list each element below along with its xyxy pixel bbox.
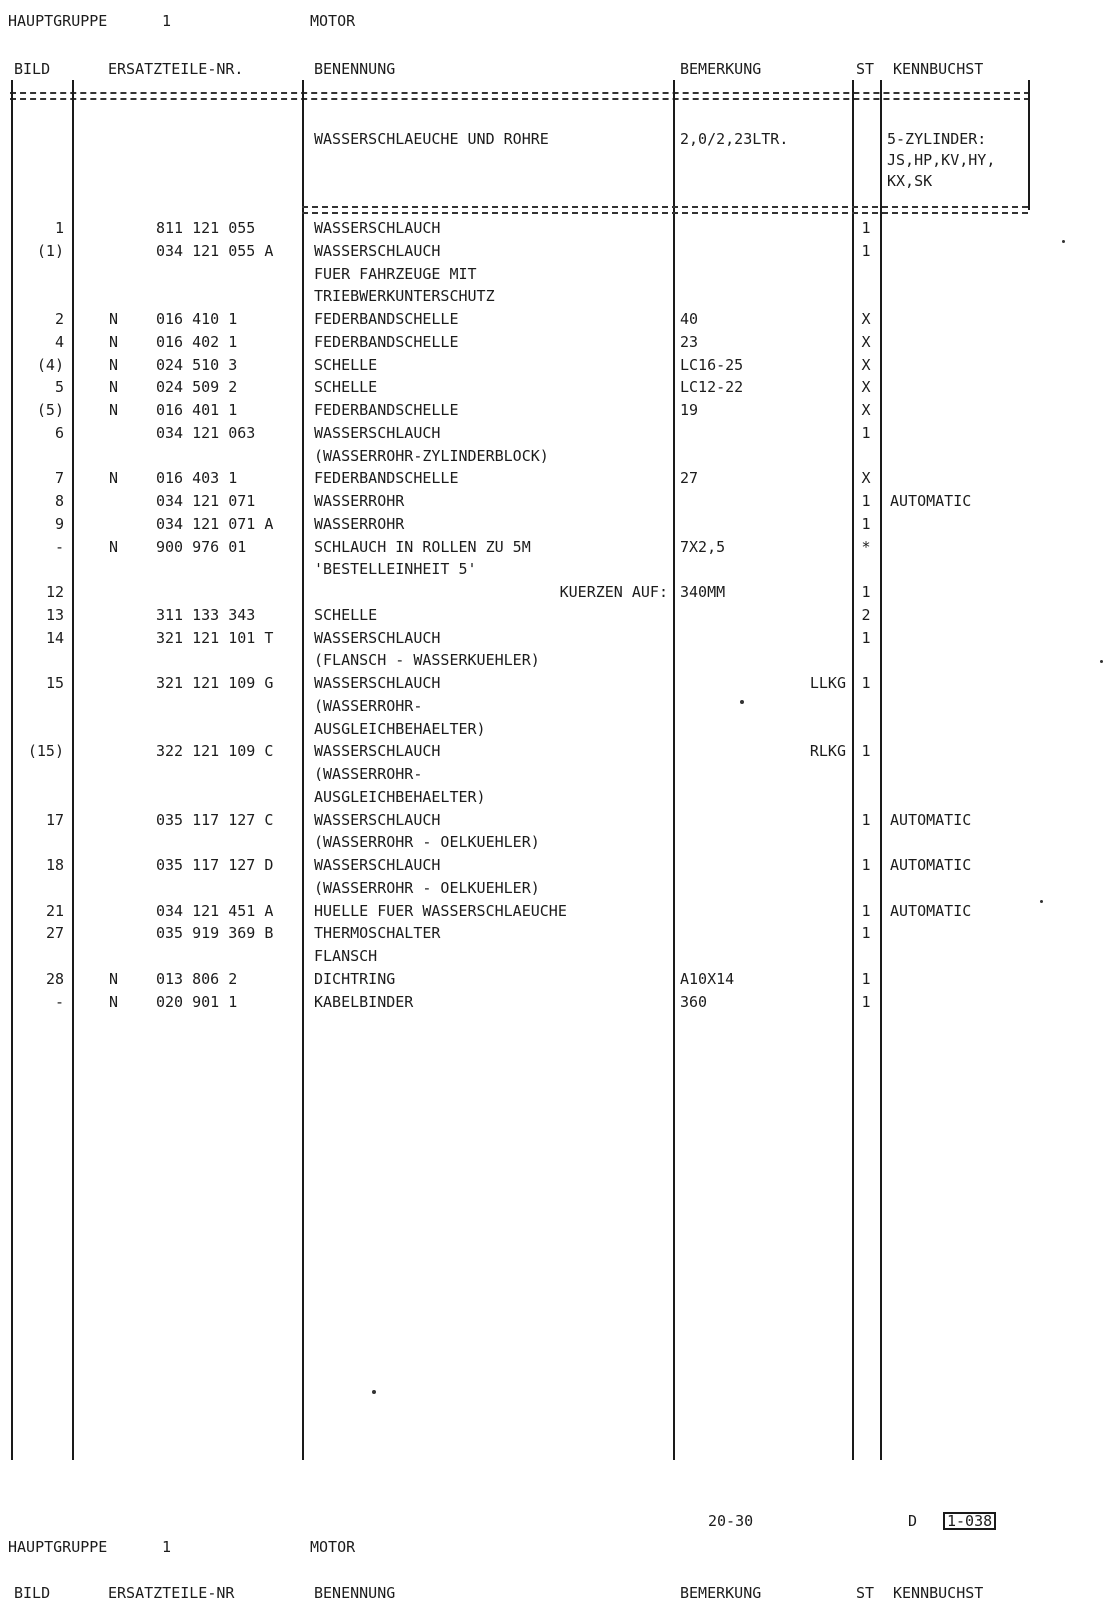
col-header-qty: ST (856, 60, 875, 78)
row-part-no: 035 117 127 D (156, 856, 274, 874)
scan-speck (1062, 240, 1065, 243)
group-label: HAUPTGRUPPE (8, 12, 108, 30)
row-part-no: 013 806 2 (156, 969, 238, 988)
row-qty: 1 (861, 241, 871, 260)
next-col-header-qty: ST (856, 1584, 875, 1602)
row-prefix: N (109, 401, 119, 419)
row-name: (WASSERROHR - OELKUEHLER) (314, 833, 540, 852)
row-name: FEDERBANDSCHELLE (314, 332, 459, 351)
page-code: 1-038 (943, 1512, 996, 1530)
row-bild: 4 (54, 332, 64, 351)
section-code-line-3: KX,SK (887, 172, 933, 190)
row-bild: 13 (45, 605, 64, 624)
row-prefix: N (109, 537, 119, 556)
row-name: AUSGLEICHBEHAELTER) (314, 787, 486, 806)
row-name: THERMOSCHALTER (314, 924, 441, 943)
row-name: WASSERROHR (314, 514, 405, 533)
row-qty: 1 (861, 514, 871, 533)
row-part-no: 034 121 055 A (156, 241, 274, 260)
row-name: WASSERSCHLAUCH (314, 674, 441, 692)
row-remark: 40 (680, 310, 699, 328)
row-qty: X (861, 378, 871, 397)
row-qty: 1 (861, 901, 871, 920)
row-bild: 8 (54, 492, 64, 510)
row-name: SCHELLE (314, 378, 378, 397)
row-prefix: N (109, 992, 119, 1011)
row-name: (WASSERROHR- (314, 765, 423, 783)
column-rule-left (11, 80, 13, 1460)
section-remark: 2,0/2,23LTR. (680, 130, 789, 148)
row-bild: (5) (36, 401, 64, 419)
row-part-no: 811 121 055 (156, 219, 256, 237)
row-bild: (4) (36, 355, 64, 374)
row-part-no: 900 976 01 (156, 537, 247, 556)
row-remark: LC12-22 (680, 378, 744, 397)
row-qty: 1 (861, 856, 871, 874)
row-name: FEDERBANDSCHELLE (314, 310, 459, 328)
header-separator-2 (10, 98, 1030, 101)
group-name: MOTOR (310, 12, 356, 30)
row-name: WASSERSCHLAUCH (314, 241, 441, 260)
row-bild: - (54, 537, 64, 556)
row-name-note: KUERZEN AUF: (559, 583, 668, 601)
row-qty: 2 (861, 605, 871, 624)
row-bild: 27 (45, 924, 64, 943)
col-header-remark: BEMERKUNG (680, 60, 762, 78)
row-qty: 1 (861, 674, 871, 692)
row-name: (FLANSCH - WASSERKUEHLER) (314, 651, 540, 670)
next-col-header-bild: BILD (14, 1584, 51, 1602)
scan-speck (1040, 900, 1043, 903)
scan-speck (372, 1390, 376, 1394)
section-separator (302, 206, 1028, 209)
row-bild: 12 (45, 583, 64, 601)
row-part-no: 020 901 1 (156, 992, 238, 1011)
section-separator-2 (302, 212, 1028, 215)
col-header-bild: BILD (14, 60, 51, 78)
row-part-no: 024 510 3 (156, 355, 238, 374)
row-bild: 28 (45, 969, 64, 988)
row-part-no: 016 403 1 (156, 469, 238, 488)
col-header-name: BENENNUNG (314, 60, 396, 78)
row-remark-note: LLKG (809, 674, 846, 692)
page-letter: D (908, 1512, 918, 1530)
next-col-header-part-no: ERSATZTEILE-NR (108, 1584, 235, 1602)
row-prefix: N (109, 378, 119, 397)
row-remark-note: RLKG (809, 742, 846, 761)
row-prefix: N (109, 355, 119, 374)
row-qty: 1 (861, 423, 871, 442)
row-part-no: 321 121 101 T (156, 628, 274, 647)
row-name: (WASSERROHR- (314, 696, 423, 715)
scan-speck (1100, 660, 1103, 663)
group-number: 1 (162, 12, 172, 30)
header-separator (10, 92, 1030, 95)
row-bild: 6 (54, 423, 64, 442)
row-part-no: 311 133 343 (156, 605, 256, 624)
column-rule-right (1028, 80, 1030, 210)
row-bild: 2 (54, 310, 64, 328)
row-qty: 1 (861, 583, 871, 601)
column-rule-name (673, 80, 675, 1460)
row-name: DICHTRING (314, 969, 396, 988)
row-qty: 1 (861, 810, 871, 829)
row-part-no: 321 121 109 G (156, 674, 274, 692)
row-part-no: 016 402 1 (156, 332, 238, 351)
row-bild: 15 (45, 674, 64, 692)
row-remark: 340MM (680, 583, 726, 601)
row-remark: LC16-25 (680, 355, 744, 374)
row-part-no: 034 121 071 A (156, 514, 274, 533)
row-qty: 1 (861, 969, 871, 988)
row-name: KABELBINDER (314, 992, 414, 1011)
row-prefix: N (109, 469, 119, 488)
row-qty: 1 (861, 742, 871, 761)
row-name: FEDERBANDSCHELLE (314, 401, 459, 419)
section-code-line-1: 5-ZYLINDER: (887, 130, 987, 148)
row-prefix: N (109, 969, 119, 988)
row-name: WASSERSCHLAUCH (314, 423, 441, 442)
col-header-part-no: ERSATZTEILE-NR. (108, 60, 244, 78)
column-rule-qty (880, 80, 882, 1460)
row-part-no: 035 919 369 B (156, 924, 274, 943)
row-prefix: N (109, 332, 119, 351)
row-part-no: 024 509 2 (156, 378, 238, 397)
row-bild: (15) (27, 742, 64, 761)
next-col-header-name: BENENNUNG (314, 1584, 396, 1602)
row-qty: 1 (861, 628, 871, 647)
column-rule-remark (852, 80, 854, 1460)
row-name: WASSERROHR (314, 492, 405, 510)
row-remark: 27 (680, 469, 699, 488)
row-qty: X (861, 355, 871, 374)
section-code-line-2: JS,HP,KV,HY, (887, 151, 996, 169)
row-name: 'BESTELLEINHEIT 5' (314, 560, 477, 579)
row-name: (WASSERROHR - OELKUEHLER) (314, 878, 540, 897)
row-name: HUELLE FUER WASSERSCHLAEUCHE (314, 901, 567, 920)
col-header-code: KENNBUCHST (893, 60, 984, 78)
row-remark: 360 (680, 992, 708, 1011)
row-name: WASSERSCHLAUCH (314, 219, 441, 237)
row-qty: * (861, 537, 871, 556)
row-qty: X (861, 469, 871, 488)
row-prefix: N (109, 310, 119, 328)
row-name: WASSERSCHLAUCH (314, 810, 441, 829)
row-qty: X (861, 401, 871, 419)
row-name: FUER FAHRZEUGE MIT (314, 264, 477, 283)
row-name: WASSERSCHLAUCH (314, 628, 441, 647)
row-bild: (1) (36, 241, 64, 260)
row-bild: 9 (54, 514, 64, 533)
row-bild: 7 (54, 469, 64, 488)
column-rule-bild (72, 80, 74, 1460)
next-col-header-code: KENNBUCHST (893, 1584, 984, 1602)
row-part-no: 322 121 109 C (156, 742, 274, 761)
row-qty: X (861, 332, 871, 351)
row-code: AUTOMATIC (890, 810, 972, 829)
next-group-number: 1 (162, 1538, 172, 1556)
row-part-no: 034 121 063 (156, 423, 256, 442)
column-rule-part-no (302, 80, 304, 1460)
row-part-no: 016 401 1 (156, 401, 238, 419)
row-name: (WASSERROHR-ZYLINDERBLOCK) (314, 446, 549, 465)
row-remark: A10X14 (680, 969, 735, 988)
row-bild: 14 (45, 628, 64, 647)
row-name: AUSGLEICHBEHAELTER) (314, 719, 486, 738)
row-part-no: 034 121 451 A (156, 901, 274, 920)
row-bild: - (54, 992, 64, 1011)
row-name: FEDERBANDSCHELLE (314, 469, 459, 488)
row-name: SCHLAUCH IN ROLLEN ZU 5M (314, 537, 531, 556)
row-name: WASSERSCHLAUCH (314, 856, 441, 874)
row-qty: X (861, 310, 871, 328)
next-group-label: HAUPTGRUPPE (8, 1538, 108, 1556)
row-bild: 1 (54, 219, 64, 237)
row-name: SCHELLE (314, 605, 378, 624)
row-code: AUTOMATIC (890, 492, 972, 510)
row-part-no: 034 121 071 (156, 492, 256, 510)
row-part-no: 016 410 1 (156, 310, 238, 328)
row-code: AUTOMATIC (890, 856, 972, 874)
row-bild: 5 (54, 378, 64, 397)
page-range: 20-30 (708, 1512, 754, 1530)
row-part-no: 035 117 127 C (156, 810, 274, 829)
row-name: WASSERSCHLAUCH (314, 742, 441, 761)
row-bild: 18 (45, 856, 64, 874)
row-remark: 7X2,5 (680, 537, 726, 556)
row-qty: 1 (861, 219, 871, 237)
row-name: FLANSCH (314, 947, 378, 965)
next-col-header-remark: BEMERKUNG (680, 1584, 762, 1602)
row-name: SCHELLE (314, 355, 378, 374)
row-remark: 19 (680, 401, 699, 419)
row-qty: 1 (861, 492, 871, 510)
row-bild: 21 (45, 901, 64, 920)
scan-speck (740, 700, 744, 704)
row-remark: 23 (680, 332, 699, 351)
row-code: AUTOMATIC (890, 901, 972, 920)
row-qty: 1 (861, 924, 871, 943)
section-title: WASSERSCHLAEUCHE UND ROHRE (314, 130, 549, 148)
row-bild: 17 (45, 810, 64, 829)
next-group-name: MOTOR (310, 1538, 356, 1556)
row-name: TRIEBWERKUNTERSCHUTZ (314, 287, 495, 306)
row-qty: 1 (861, 992, 871, 1011)
